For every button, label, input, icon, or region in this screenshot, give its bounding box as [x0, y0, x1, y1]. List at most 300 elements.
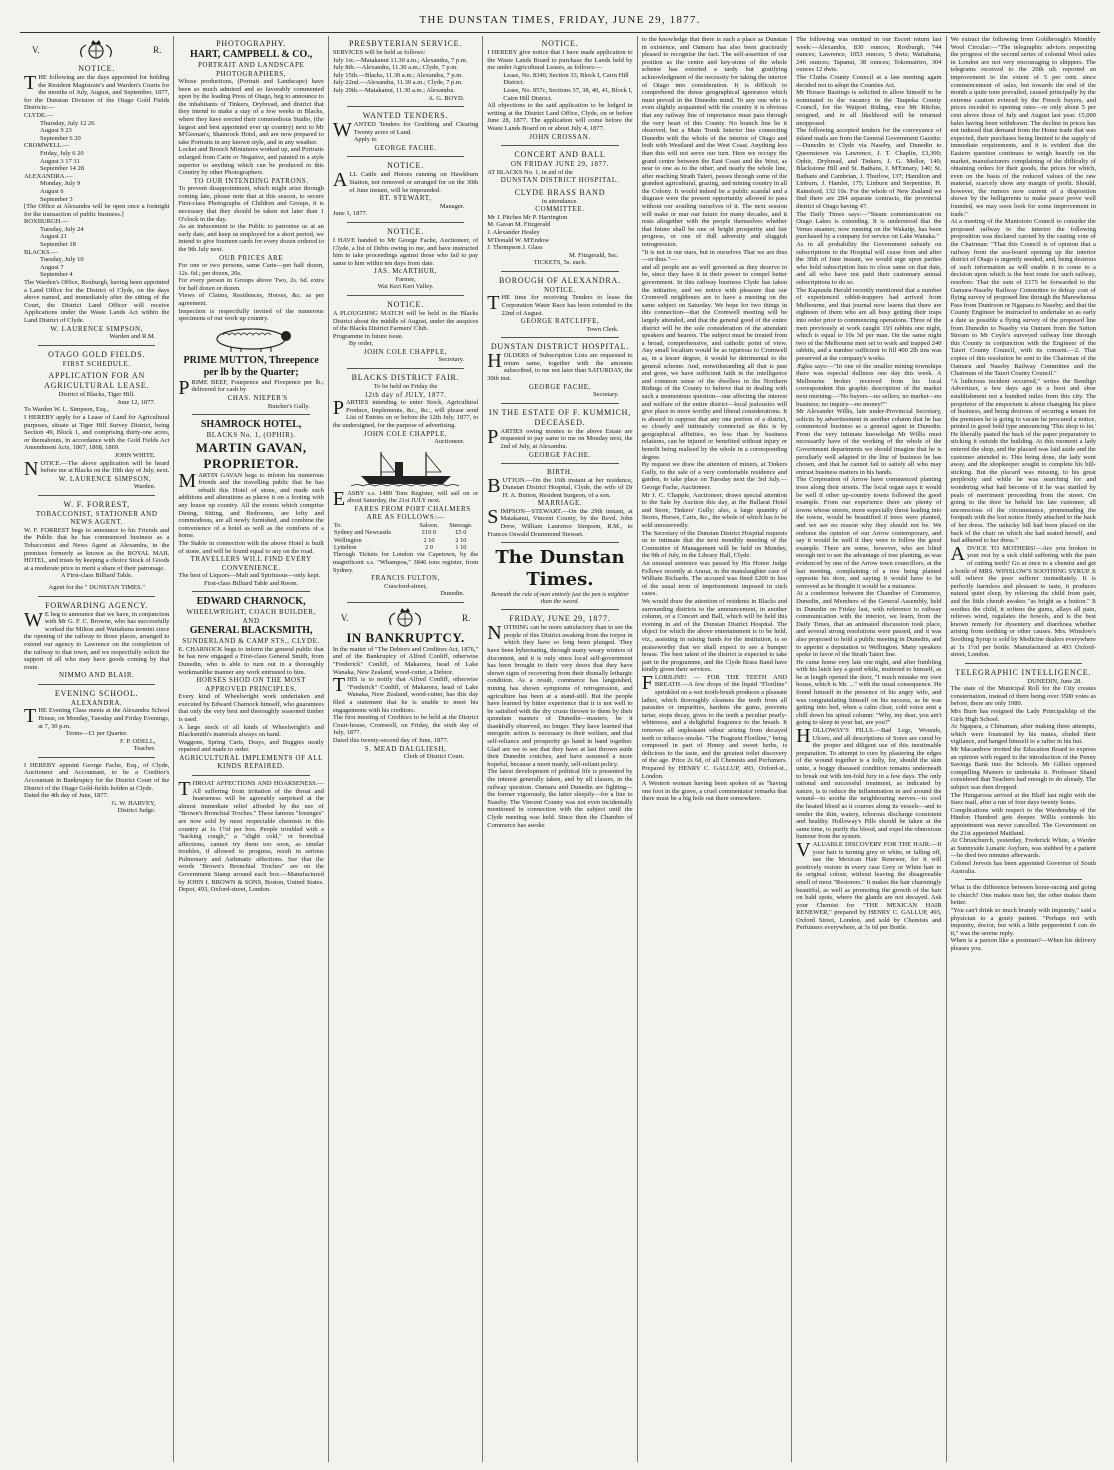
- fares-header-cell: Saloon.: [419, 521, 439, 529]
- paragraph: W. F. FORREST begs to announce to his Friends and the Public that he has commenced business as a Tobacconist and News Agent at Alexandra, in the premises formerly as known as the ROYAL MAIL HOTEL, and trusts by keeping a choice Stock of Goods at a moderate price to merit a share of their patronage.: [24, 526, 170, 572]
- paragraph: As an inducement to the Public to patronise us at an early date, and keep us employed for a short period, we intend to give fourteen cards for every dozen ordered to the 9th July next.: [178, 223, 324, 253]
- signature-line: A. G. BOYD.: [428, 94, 465, 102]
- section-heading: CLYDE BRASS BAND: [514, 187, 606, 197]
- rule-divider: [347, 156, 464, 157]
- drop-cap: E: [332, 487, 346, 510]
- display-heading: PRIME MUTTON, Threepence per lb by the Quarter;: [183, 354, 319, 378]
- rule-divider: [501, 463, 618, 464]
- paragraph: July 22nd.—Alexandra, 11.30 a.m.; Clyde, 7 p.m.: [332, 79, 463, 87]
- drop-cap: P: [487, 425, 499, 448]
- section-heading: NOTICE.: [387, 226, 425, 236]
- signature-line: June 12, 1877.: [117, 398, 156, 406]
- text-line: Dated the 4th day of June, 1877.: [24, 792, 109, 800]
- masthead: [20, 8, 1100, 33]
- large-heading: IN BANKRUPTCY.: [346, 629, 465, 645]
- column-7: [947, 36, 1100, 1462]
- column-1: [20, 36, 174, 1462]
- indented-line: August 6: [40, 187, 64, 195]
- paragraph: In the matter of "The Debtors and Creditors Act, 1876," and of the Bankruptcy of Alfred Conliff, otherwise "Frederick" Conliff, of Makarora, head of Lake Wanaka, New Zealand, wood-cutter, a Debtor.: [332, 645, 479, 676]
- masthead-title: THE DUNSTAN TIMES, FRIDAY, JUNE 29, 1877.: [419, 14, 701, 26]
- table-row: [333, 529, 478, 536]
- steamship-cut-icon: [351, 448, 461, 488]
- crest-header: [32, 39, 161, 61]
- rule-divider: [501, 542, 618, 543]
- paragraph: Views of Claims, Residences, Horses, &c. as per agreement.: [178, 292, 324, 308]
- column-6: [792, 36, 946, 1462]
- section-heading: OTAGO GOLD FIELDS.: [48, 349, 146, 359]
- paragraph: THE following are the days appointed for holding the Resident Magistrate's and Warden's Courts for the months of July, August, and September, 1877, for the Dunstan Division of the Otago Gold Fields Districts:—: [24, 72, 170, 112]
- rule-divider: [501, 403, 618, 404]
- text-line: M. Gavan M. Fitzgerald: [487, 221, 551, 229]
- paragraph: FLORILINE! — FOR THE TEETH AND BREATH.—A few drops of the liquid "Floriline" sprinkled on a wet tooth-brush produces a pleasant lather, which thoroughly cleanses the teeth from all parasites or impurities, hardens the gums, prevents tartar, stops decay, gives to the teeth a peculiar pearly-whiteness, and a delightful fragrance to the breath. It removes all unpleasant odour arising from decayed teeth or tobacco smoke. "The Fragrant Floriline," being composed in part of Honey and sweet herbs, is delicious to the taste, and the greatest toilet discovery of the age. Price 2s 6d, of all Chemists and Perfumers. Prepared by HENRY C. GALLUP, 493, Oxford-st., London.: [641, 671, 788, 780]
- paragraph: PARTIES owing monies to the above Estate are requested to pay same to me on Monday next, the 2nd of July, at Alexandra.: [487, 425, 633, 450]
- crest-right-letter: R.: [153, 45, 162, 55]
- paragraph: A Western woman having been spoken of as "having one foot in the grave, a cruel commentator remarks that there must be a big hole out there somewhere.: [641, 780, 788, 803]
- section-heading: NOTICE.: [387, 299, 425, 309]
- paragraph: For one or two persons, same Carte—per half dozen, 12s. 6d.; per dozen, 20s.: [178, 262, 324, 277]
- paragraph: Inspection is respectfully invited of the numerous specimens of our work up country.: [178, 307, 324, 323]
- paragraph: HOLLOWAY'S PILLS.—Bad Legs, Wounds, Ulcers, and all descriptions of Sores are cured by the proper and diligent use of this inestimable preparation. To attempt to cure by plastering the edges of the wound together is a folly, for, should the skin unite, a boggy diseased condition remains underneath to break out with ten-fold fury in a few days. The only rational and successful treatment, as indicated by nature, is to reduce the inflammation in and around the wound—to soothe the neighbouring nerves—to cool the heated blood as it courses along its vessels—and to render the thin, watery, ichorous discharge consistent and healthy. Holloway's Pills should be taken at the same time, to purify the blood, and expel the obnoxious humour from the system.: [796, 725, 942, 841]
- small-caps-line: W. LAURENCE SIMPSON,: [50, 324, 144, 333]
- paragraph: A large stock of all kinds of Wheelwright's and Blacksmith's materials always on hand.: [178, 723, 324, 739]
- newspaper-nameplate: [487, 547, 632, 605]
- paragraph: We would draw the attention of residents in Blacks and surrounding districts to the announcement, in another column, of a Concert and Ball, which will be held this evening in aid of the Dunstan District Hospital. The object for which the above entertainment is to be held, viz., assisting in raising funds for the institution, is so praiseworthy that we shall expect to see a bumper house. The best talent of the district is expected to take part in the programme, and the Clyde Brass Band have kindly given their services.: [641, 597, 788, 674]
- paragraph: SIMPSON—STEWART.—On the 29th instant, at Matakanui, Vincent County, by the Revd. John Drew, William Laurence Simpson, R.M., to Frances Oswald Drummond Stewart.: [487, 505, 633, 538]
- rule-divider: [501, 609, 618, 610]
- paragraph: to the knowledge that there is such a place as Dunstan in existence, and Oamaru has also been graciously pleased to recognise the fact. The self-assertion of our position as the centre and key-stone of the whole scheme has extorted a tardy but gratifying acknowledgment of the necessity for taking the interior of Otago into consideration. It is difficult to comprehend the dense geographical ignorance which must prevail in the Dunedin mind. To any one who is even slightly acquainted with the country it is obvious that any railway line of importance must pass through the very heart of this County. No branch line be it observed, but a Main Trunk Interior line connecting Dunedin with the whole of the interior of Otago and both with Westland and the West Coast. Anything less than this will not serve our turn. Here we occupy the grand centre between the East Coast and the West, as near to one as to the other; and nearly the whole line, after reaching Strath Taieri, passes through some of the grandest agricultural, grazing, and mining country in all the Colony. It would indeed be a public scandal and a disgrace were the present opportunity allowed to pass without our availing ourselves of it. The next session will make or mar our future for many decades, and it rests altogether with the people themselves whether that future shall be one of bright prosperity and fair progress, or one of dull adversity and sluggish retrogression.: [641, 36, 788, 249]
- fares-cell: Wellington: [333, 536, 362, 544]
- signature-line: G. W. HARVEY,: [111, 799, 156, 807]
- small-caps-line: JOHN CROSSAN.: [529, 132, 591, 141]
- paragraph: At Christchurch, yesterday, Frederick White, a Warder at Sunnyside Lunatic Asylum, was stabbed by a patient—he died two minutes afterwards.: [950, 837, 1096, 860]
- drop-cap: B: [487, 474, 501, 497]
- paragraph: A PLOUGHING MATCH will be held in the Blacks District about the middle of August, under the auspices of the Blacks District Farmers' Club.: [332, 309, 479, 333]
- small-caps-line: S. MEAD DALGLIESH,: [364, 744, 447, 753]
- paragraph: An unusual sentence was passed by His Honor Judge Fellows recently at Ararat, in the manslaughter case of William Richards. The accused was fined £200 in lieu of the usual term of imprisonment imposed in such cases.: [641, 559, 788, 598]
- centered-line: Agent for the " DUNSTAN TIMES.": [48, 583, 145, 591]
- drop-cap: T: [487, 292, 500, 315]
- paragraph: NOTHING can be more satisfactory than to see the people of this District awaking from the torpor in which they have so long been plunged. They have been hybernating, through many weary winters of discontent, and it is only since local self-government has been brought to their very doors that they have shown signs of recovering from their dismally lethargic condition. As a result, commerce has languished, mining has shown symptoms of retrogression, and agriculture has been at a stand-still. But the people have learned by bitter experience that it is not well to be satisfied with the dry crusts thrown to them by their quondam masters of Dunedin—masters, be it thankfully observed, no longer. They have learned that energetic action is necessary to their welfare, and that self-reliance and prosperity go hand in hand together. Glad are we to see that they have at last thrown aside their Dunedin crutches, and have assumed a more hopeful, because a more manly, self-reliant policy.: [487, 622, 633, 768]
- small-caps-line: CHAS. NIEPER'S: [227, 394, 288, 402]
- fares-cell: £10 0: [421, 529, 437, 537]
- signature-line: Dunedin.: [440, 590, 465, 598]
- section-heading: WANTED TENDERS.: [362, 111, 449, 121]
- paragraph: THE time for receiving Tenders to lease the Corporation Water Race has been extended to the 22nd of August.: [487, 292, 633, 317]
- paragraph: THROAT AFFECTIONS AND HOARSENESS.—All suffering from irritation of the throat and hoarseness will be agreeably surprised at the almost immediate relief afforded by the use of "Brown's Bronchial Troches." These famous "lozenges" are now sold by most respectable chemists in this country at 1s 1½d per box. People troubled with a "hacking cough," a "slight cold," or bronchial affections, cannot try them too soon, as similar troubles, if allowed to progress, result in serious Pulmonary and Asthmatic affections. See that the words "Brown's Bronchial Troches" are on the Government Stamp around each box.—Manufactured by JOHN I. BROWN & SONS, Boston, United States. Depot, 493, Oxford-street, London.: [178, 777, 324, 894]
- fares-cell: Lyttelton: [333, 544, 357, 551]
- indented-line: Thursday, July 12 26: [40, 119, 95, 127]
- indented-line: August 3 17 31: [40, 157, 80, 165]
- small-caps-line: WHEELWRIGHT, COACH BUILDER, AND: [186, 608, 316, 625]
- rule-divider: [347, 295, 464, 296]
- paragraph: The Secretary of the Dunstan District Hospital requests us to intimate that the next monthly meeting of the Committee of Management will be held on Monday, the 9th of July, in the Library Hall, Clyde.: [641, 529, 788, 560]
- section-heading: BOROUGH OF ALEXANDRA.: [499, 275, 621, 285]
- rule-divider: [347, 602, 464, 603]
- rule-divider: [38, 495, 155, 496]
- drop-cap: V: [796, 838, 811, 861]
- small-caps-line: PORTRAIT AND LANDSCAPE PHOTOGRAPHERS,: [197, 61, 305, 78]
- paragraph: The Stable in connection with the above Hotel is built of stone, and will be found equal to any on the road.: [178, 539, 324, 555]
- small-caps-line: TO OUR INTENDING PATRONS.: [193, 176, 309, 185]
- rule-divider: [501, 145, 618, 146]
- section-heading: CONCERT AND BALL: [514, 150, 606, 160]
- indented-line: September 3: [40, 195, 73, 203]
- woodcut-illustration: [178, 325, 323, 353]
- paragraph: I HEREBY give notice that I have made application to the Waste Lands Board to purchase the Lands held by me under Agricultural Leases, as follows:—: [487, 49, 633, 72]
- rule-divider: [192, 591, 309, 592]
- small-caps-line: FARES FROM PORT CHALMERS ARE AS FOLLOWS:—: [354, 504, 471, 522]
- paragraph: At a meeting of the Maniototo Council to consider the proposed railway to the interior the following proposition was declared carried by the casting vote of the Chairman: "That this Council is of opinion that a railway from the sea-board opening up the interior district of Otago is urgently needed, and, being desirous of such information as will enable it to come to a decision upon which is the best route for such railway, resolves: That the sum of £175 be forwarded to the Oamaru-Naseby Railway Committee to defray cost of flying survey of proposed line through the Marewhenua Pass from Duntroon or Ngapara to Naseby; and that the County Engineer be instructed to undertake so as early a date as possible a flying survey of the proposed line from Dunedin to Naseby via Outram from the Sutton Stream to Mr Coyle's surveyed railway line through this County in conjunction with the Engineer of the Taieri County Council, with its consent.—2. That copies of this resolution be sent to the Chairman of the Oamaru and Naseby Railway Committee and the Chairman of the Taieri County Council.": [950, 218, 1096, 378]
- columns: [20, 36, 1100, 1462]
- section-heading: FRIDAY, JUNE 29, 1877.: [509, 614, 611, 624]
- small-caps-line: BLACKS No. 1, (OPHIR).: [206, 431, 296, 440]
- text-line: June 1, 1877.: [332, 210, 368, 218]
- paragraph: Colonel Jervois has been appointed Governor of South Australia.: [950, 859, 1096, 875]
- paragraph: The following accepted tenders for the conveyance of inland mails are from the General Government Gazette:—Dunedin to Clyde via Naseby, and Dunedin to Queenstown via Lawrence, J. T. Chaplin, £3,300; Ophir, Drybread, and Tinkers, J. G. Mellor, 140; Blackstone Hill and St. Bathans, J. M'Ennary, 140; St. Bathans and Cambrian, J. Thurlow, 137; Hamilton and Linburn, J. Hamlet, 175; Linburn and Serpentine, H. Rainsford, 132 10s. For the whole of New Zealand we find there are 284 separate contracts, the provincial district of Otago having 47.: [796, 127, 942, 211]
- drop-cap: N: [24, 457, 39, 480]
- indented-line: Lease, No. 8340, Section 33, Block I, Cairn Hill District.: [503, 71, 629, 87]
- fares-header-row: [333, 522, 478, 529]
- paragraph: Through Tickets for London via Capetown, by the magnificent s.s. "Whampoa," 3846 tons register, from Sydney.: [332, 551, 479, 574]
- rule-divider: [192, 414, 309, 415]
- paragraph: By request we draw the attention of miners, at Tinkers Gully, to the sale of a very comfortable residence and garden, to take place on Tuesday next the 3rd July.—George Fache, Auctioneer.: [641, 461, 788, 492]
- small-caps-line: GEORGE FACHE,: [528, 382, 592, 391]
- small-caps-line: JOHN COLE CHAPPLE,: [363, 429, 448, 438]
- rule-divider: [192, 775, 309, 776]
- drop-cap: N: [487, 622, 502, 645]
- paragraph: EASBY s.s. 1489 Tons Register, will sail on or about Saturday, the 21st JULY next.: [332, 487, 479, 510]
- column-3: [329, 36, 483, 1462]
- paragraph: AT BLACKS No. 1, in aid of the: [487, 168, 573, 176]
- small-caps-line: RT. STEWART,: [379, 194, 432, 203]
- sheep-cut-icon: [191, 325, 311, 353]
- paragraph: July 15th.—Blacks, 11.30 a.m.; Alexandra, 7 p.m.: [332, 71, 463, 79]
- small-caps-line: GEORGE RATCLIFFE,: [520, 317, 600, 326]
- paragraph: All objections to the said application to be lodged in writing at the District Land Office, Clyde, on or before June 28, 1877. The application will come before the Waste Lands Board on or about July 4, 1877.: [487, 102, 633, 132]
- fares-cell: 2 0: [425, 544, 433, 551]
- paragraph: July 8th.—Alexandra, 11.30 a.m.; Clyde, 7 p.m.: [332, 64, 458, 72]
- rule-divider: [38, 596, 155, 597]
- paragraph: W E beg to announce that we have, in conjunction with Mr G. F. C. Browne, who has successfully worked the Milton and Waitahuna termini since the opening of the railway to those places, arranged to extend our agency to Lawrence on the completion of the railway to that town, and we respectfully solicit the support of all who may have goods coming by that route.: [24, 608, 170, 671]
- rule-divider: [501, 337, 618, 338]
- drop-cap: H: [796, 725, 811, 748]
- fares-table: [333, 522, 478, 552]
- drop-cap: A: [950, 542, 965, 565]
- indented-line: Monday, July 9: [40, 180, 81, 188]
- paragraph: The Clutha County Council at a late meeting again decided not to adopt the Counties Act.: [796, 73, 942, 89]
- paragraph: "It is not in our stars, but in ourselves That we are thus—or thus."—: [641, 248, 788, 264]
- section-heading: TELEGRAPHIC INTELLIGENCE.: [955, 667, 1092, 677]
- paragraph: The best of Liquors—Malt and Spirituous—only kept.: [178, 572, 321, 580]
- section-heading: PRESBYTERIAN SERVICE.: [349, 39, 463, 48]
- indented-line: September 18: [40, 241, 76, 249]
- small-caps-line: DUNSTAN DISTRICT HOSPITAL.: [500, 176, 620, 185]
- paragraph: Every kind of Wheelwright work undertaken and executed by Edward Charnock himself, who guarantees that only the very best and thoroughly seasoned timber is used.: [178, 693, 324, 723]
- text-line: BLACKS.—: [24, 248, 58, 256]
- paragraph: [The Office at Alexandra will be open once a fortnight for the transaction of public business.]: [24, 203, 170, 218]
- column-4: [483, 36, 637, 1462]
- paragraph: THE Evening Class meets at the Alexandra School House, on Monday, Tuesday and Friday Evenings, at 7, 30 p.m.: [24, 705, 170, 730]
- paragraph: PARTIES intending to enter Stock, Agricultural Produce, Implements, &c., &c., will please send List of Entries on or before the 12th July, 1877, to the undersigned, for the purpose of advertising.: [332, 397, 479, 429]
- paragraph: Whose productions, (Portrait and Landscape) have been so much admired and so favorably commented upon by the leading Press of Otago, beg to announce to the inhabitants of Tinkers, Drybread, and district that they intend to make a stay of a few weeks in Blacks, where they have erected their commodious Studio, (the largest and best appointed ever up country) next to Mr M'Geenan's, Shamrock Hotel, and are now prepared to take Portraits in any known style, and in any weather.: [178, 78, 324, 146]
- centered-line: A First-class Billiard Table.: [60, 572, 133, 580]
- signature-line: Auctioneer.: [434, 438, 465, 445]
- paragraph: Ægles says:—"In one of the smaller mining townships there was especial dullness one day this week. A Melbourne broker received from his local correspondent this graphic description of the market next morning:—'No buyers—no sellers; no market—no business; no inquiry—no money!'": [796, 362, 942, 408]
- small-caps-line: TOBACCONIST, STATIONER AND NEWS AGENT.: [35, 509, 158, 527]
- paragraph: WANTED Tenders for Grubbing and Clearing Twenty acres of Land.: [332, 119, 479, 142]
- section-heading: APPLICATION FOR AN AGRICULTURAL LEASE.: [44, 371, 150, 391]
- paragraph: PRIME BEEF, Fourpence and Fivepence per lb.; delivered for cash by: [178, 376, 324, 399]
- paragraph: The Corporation of Arrow have commenced planting trees along their streets. The local organ says it would be well if other up-country towns followed the good example. From our experience there are plenty of towns whose streets, more especially those leading into the towns, would be beautified if trees were planted, and we see no reason why they should not be. We endorse the opinion of our Arrow contemporary, and say it would be well if they were to follow the good example. There are some, however, who are blind enough not to see the advantage of tree planting, as was evidenced by one of the Arrow town councillors, at the last meeting, complaining of a tree being planted opposite his door, and saying it would have to be removed as he thought it would be a nuisance.: [796, 476, 942, 590]
- section-heading: EVENING SCHOOL.: [54, 688, 139, 698]
- rule-divider: [965, 663, 1082, 664]
- paragraph: and all people are as well governed as they deserve to be, since they have it in their power to compel better government. In this railway business Clyde has taken the initiative, and we notice with pleasure that our Cromwell neighbours are to have a meeting on the same subject on Saturday. We hope for two things in this connection—that the Cromwell meeting will be largely attended, and that the general good of the entire district will be the sole consideration of the attendant speakers and hearers. The subject must be treated from a broad, comprehensive, and catholic point of view. Any small localism would be as injurious to Cromwell as, in a lesser degree, it would be detrimental to the general scheme. And, notwithstanding all that is past and gone, we have sufficient faith in the intelligence and common sense of the dwellers in the Northern Ridings of the County to believe that in dealing with such a momentous question—one affecting the interest and welfare of the entire district—local jealousies will give place to more worthy and liberal considerations. It is absurd to suppose that any one portion of a district, so closely and intimately connected as this is by geographical affinities, no less than by business relations, can be injured or benefited without injury or benefit being realised by the whole in a corresponding degree.: [641, 263, 788, 461]
- paragraph: BUTTON.—On the 16th instant at her residence, Dunstan District Hospital, Clyde, the wife of Dr H. A. Button, Resident Surgeon, of a son.: [487, 474, 633, 499]
- signature-line: DUNEDIN, June 28.: [1027, 677, 1082, 685]
- small-caps-line: NOTICE.: [544, 285, 576, 294]
- small-caps-line: OUR PRICES ARE: [219, 253, 284, 262]
- crest-left-letter: V.: [340, 612, 349, 623]
- small-caps-line: NIMMO AND BLAIR.: [58, 671, 135, 680]
- centered-line: First-class Billiard Table and Room.: [204, 579, 299, 587]
- text-line: J. Thompson J. Glass: [487, 244, 543, 252]
- section-heading: DUNSTAN DISTRICT HOSPITAL.: [490, 342, 630, 352]
- paragraph: I HAVE handed to Mr George Fache, Auctioneer, of Clyde, a list of Debts owing to me, and have instructed him to take proceedings against those who fail to pay same to him within ten days from date.: [332, 236, 479, 267]
- section-heading: NOTICE.: [387, 161, 425, 171]
- signature-line: Clerk of District Court.: [403, 753, 465, 761]
- paragraph: MARTIN GAVAN begs to inform his numerous friends and the travelling public that he has rebuilt this Hotel of stone, and made such additions and alterations as places it on a footing with any house up country. All the rooms which comprise Dining, Sitting, and Bedrooms, are lofty and commodious, are all newly furnished, and combine the convenience of a hotel as well as the comforts of a home.: [178, 469, 324, 540]
- royal-coat-of-arms-icon: [74, 39, 118, 61]
- signature-line: Warden and R.M.: [109, 333, 156, 341]
- section-heading: FORWARDING AGENCY.: [45, 600, 149, 610]
- centered-line: Terms—£1 per Quarter.: [65, 730, 128, 738]
- text-line: ROXBURGH.—: [24, 218, 69, 226]
- text-line: CROMWELL.—: [24, 142, 70, 150]
- signature-line: Secretary.: [438, 356, 465, 364]
- drop-cap: W: [24, 608, 43, 631]
- indented-line: By order,: [348, 340, 374, 348]
- signature-line: District Judge.: [117, 807, 156, 815]
- paragraph: Mr Horace Bastings is solicited to allow himself to be nominated to the vacancy in the Taupeka County Council, for the Waipori Riding, vice Mr Ritchie, resigned, and in all likelihood will be returned unopposed.: [796, 89, 942, 127]
- small-caps-line: COMMITTEE.: [535, 205, 585, 214]
- crest-left-letter: V.: [32, 45, 40, 55]
- paragraph: We extract the following from Goldbrough's Monthly Wool Circular:—"The telegraphic advices respecting the progress of the second series of colonial Wool sales in London are not very encouraging to shippers. The telegrams received to the 20th ult. reported an improvement to the extent of 5 per cent. since commencement of sales, but towards the end of the month a quite tone prevailed, caused principally by the extreme caution evinced by the French buyers, and prices receded to opening rates—or only about 5 per cent above those of July and August last year. 15,000 bales having been withdrawn. The decline in prices has not induced that demand from the Home trade that was expected, their purchases being limited to the supply of immediate requirements, and it is evident that the Eastern question continues to weigh heavily on the market, manufacturers complaining of the difficulty of obtaining orders for their goods, the prices for which, even on the basis of the reduced values of the raw material, scarcely show any margin of profit. Should, however, the rumors now current of a disposition shown by the belligerents to make peace prove well founded, we may soon look for some improvement in trade.": [950, 36, 1096, 218]
- indented-line: September 14 28: [40, 165, 85, 173]
- paragraph: When is a parson like a postman?—When his delivery pleases you.: [950, 937, 1096, 952]
- paragraph: As in all probability the Government subsidy on subscriptions to the Hospital will cease from and after the 30th of June instant, we would urge upon parties who hold subscription lists to close same on that date, and all who have not paid their customary annual subscriptions to do so.: [796, 241, 942, 286]
- drop-cap: P: [332, 397, 344, 420]
- paragraph: Mr Alexander Willis, late under-Provincial Secretary, solicits by advertisement in another column that he has commenced business as a general agent in Dunedin. From the very intimate knowledge Mr Willis must necessarily have of the working of the whole of the Government departments we should imagine that he is peculiarly well adapted to the line of business he has chosen, and that he cannot fail to satisfy all who may entrust business matters in his hands.: [796, 408, 942, 476]
- small-caps-line: FIRST SCHEDULE.: [62, 359, 131, 368]
- small-caps-line: ALEXANDRA.: [71, 698, 123, 707]
- indented-line: September 4: [40, 271, 73, 279]
- drop-cap: T: [332, 674, 346, 697]
- table-row: [333, 537, 478, 544]
- section-heading: NOTICE.: [78, 64, 116, 73]
- section-heading: PHOTOGRAPHY.: [216, 39, 287, 48]
- paragraph: THIS is to notify that Alfred Conliff, otherwise "Frederick" Conliff, of Makarora, head of Lake Wanaka, New Zealand, wood-cutter, has this day filed a statement that he is unable to meet his engagements with his creditors.: [332, 674, 479, 714]
- fares-header-cell: Steerage.: [449, 521, 473, 529]
- signature-line: Teacher.: [133, 745, 156, 753]
- signature-line: Town Clerk.: [586, 325, 619, 333]
- paragraph: He came home very late one night, and after fumbling with his latch key a good while, muttered to himself, as he at length opened the door, "I much mistake my own house, which is Mr. ..." with the usual consequence. He found himself in the presence of his angry wife, and was congratulating himself on his success, as he was getting into bed, when a calm clear, cold voice sent a chill down his spinal column: "Why, my dear, you ain't going to sleep in your hat, are you?": [796, 658, 942, 727]
- small-caps-line: JAS. McARTHUR,: [374, 267, 438, 276]
- paragraph: Complications with respect to the Wardenship of the Hindon Hundred gets deeper. Willis contends his appointment was never cancelled. The Government on the 21st appointed Maitland.: [950, 806, 1096, 837]
- nameplate-motto: Beneath the rule of men entirely just the pen is mightier than the sword.: [491, 591, 629, 606]
- signature-line: Manager.: [439, 202, 465, 210]
- indented-line: Friday, July 6 20: [40, 149, 84, 157]
- small-caps-line: SUNDERLAND & CAMP STS., CLYDE.: [182, 637, 320, 646]
- rule-divider: [347, 368, 464, 369]
- paragraph: SERVICES will be held as follows:: [332, 49, 426, 56]
- centered-line: Farmer,: [395, 275, 416, 283]
- paragraph: At a conference between the Chamber of Commerce, Dunedin, and Members of the General Assembly, held in Dunedin on Friday last, with reference to railway communication with the interior, we learn, from the Daily Times, that an animated discussion took place, and several strong resolutions were passed, and it was also proposed to hold a public meeting in Dunedin, and to appoint a deputation to Wellington. Many speakers spoke in favor of the Strath Taieri line.: [796, 590, 942, 659]
- paragraph: Waggons, Spring Carts, Drays, and Buggies neatly repaired and made to order.: [178, 738, 324, 754]
- paragraph: The Daily Times says:—"Steam communication on Otago Lakes is extending. It is understood that the Venus steamer, now running on the Wakatip, has been purchased by a company for service on Lake Wanaka.": [796, 210, 942, 241]
- paragraph: E. CHARNOCK begs to inform the general public that he has now engaged a First-class General Smith, from Dunedin, who is able to turn out in a thoroughly workmanlike manner any work entrusted to him.: [178, 645, 324, 676]
- drop-cap: P: [178, 376, 190, 399]
- large-heading: MARTIN GAVAN, PROPRIETOR.: [195, 439, 307, 471]
- small-caps-line: W. LAURENCE SIMPSON,: [58, 474, 152, 483]
- section-heading: NOTICE.: [541, 39, 579, 48]
- small-caps-line: AGRICULTURAL IMPLEMENTS OF ALL KINDS REPAIRED.: [179, 753, 323, 771]
- paragraph: Programme in future issue.: [332, 332, 404, 340]
- paragraph: I HEREBY appoint George Fache, Esq., of Clyde, Auctioneer and Accountant, to be a Creditor's Accountant in Bankruptcy for the District Court of the District of the Otago Gold-fields holden at Clyde.: [24, 761, 170, 792]
- fares-header-cell: To.: [333, 521, 342, 529]
- paragraph: Mrs Burn has resigned the Lady Principalship of the Girls High School.: [950, 708, 1096, 723]
- text-line: Mr J. Pitches Mr P. Harrington: [487, 213, 568, 221]
- paragraph: HOLDERS of Subscription Lists are requested to return same, together with the amounts subscribed, to me not later than SATURDAY, the 30th inst.: [487, 350, 633, 383]
- indented-line: Tuesday, July 24: [40, 225, 84, 233]
- display-heading: SHAMROCK HOTEL,: [200, 419, 302, 431]
- centered-line: in attendance.: [541, 197, 579, 205]
- centered-line: Crawford-street,: [384, 582, 427, 590]
- section-heading: IN THE ESTATE OF F. KUMMICH, DECEASED.: [488, 407, 632, 427]
- paragraph: The latest development of political life is presented by the interest generally taken, and by all classes, in the railway question. Oamaru and Dunedin are fighting—the former vigorously, the latter sleepily—for a line to Naseby. The Vincent County was not even incidentally mentioned in connection with the subject until the Clyde meeting was held. Since then the Chamber of Commerce has awoke: [487, 768, 633, 829]
- column-5: [638, 36, 792, 1462]
- paragraph: The Warden's Office, Roxburgh, having been appointed a Land Office for the District of Clyde, on the days above named, and immediately after the sitting of the Court, the District Land Officer will receive Applications under the Waste Lands Act within the Land District of Clyde.: [24, 279, 170, 324]
- drop-cap: T: [178, 777, 191, 800]
- column-2: [174, 36, 328, 1462]
- indented-line: September 6 20: [40, 134, 81, 142]
- signature-line: JOHN WHITE.: [114, 451, 156, 459]
- indented-line: Apply to: [353, 136, 377, 144]
- drop-cap: W: [332, 119, 352, 142]
- signature-line: Warden.: [133, 483, 156, 491]
- text-line: ALEXANDRA.—: [24, 172, 73, 180]
- fares-cell: 2 10: [455, 536, 467, 544]
- indented-line: August 7: [40, 263, 64, 271]
- paragraph: Dated this twenty-second day of June, 1877.: [332, 737, 449, 744]
- paragraph: To prevent disappointment, which might arise through coming late, please note that at this season, to secure First-class Photographs of Children and Groups, it is necessary that they should be taken not later than 1 O'clock in the day.: [178, 185, 324, 223]
- fares-cell: Sydney and Newcastle: [333, 529, 392, 537]
- drop-cap: S: [487, 505, 499, 528]
- centered-line: To be held on Friday the: [373, 383, 438, 391]
- royal-coat-of-arms-icon: [383, 607, 427, 629]
- signature-line: Butcher's Gully.: [267, 402, 310, 410]
- paragraph: At Ngapara, a Chinaman, after making three attempts, which were frustrated by his mates, eluded their vigilance, and hanged himself to a rafter in his hut.: [950, 723, 1096, 746]
- paragraph: July 1st.—Matakanui 11.30 a.m.; Alexandra, 7 p.m.: [332, 56, 468, 64]
- paragraph: VALUABLE DISCOVERY FOR THE HAIR.—If your hair is turning grey or white, or falling off, use the Mexican Hair Renewer, for it will positively restore in every case Grey or White hair to its original colour, without leaving the disagreeable smell of most "Restorers." It makes the hair charmingly beautiful, as well as promoting the growth of the hair on bald spots, where the glands are not decayed. Ask your Chemist for "THE MEXICAN HAIR RENEWER," prepared by HENRY C. GALLUP, 493, Oxford Street, London, and sold by Chemists and Perfumers everywhere, at 3s 6d per Bottle.: [796, 838, 942, 932]
- small-caps-line: BIRTH.: [547, 468, 573, 476]
- small-caps-line: TRAVELLERS WILL FIND EVERY CONVENIENCE.: [190, 555, 312, 572]
- rule-divider: [347, 222, 464, 223]
- table-row: [333, 544, 478, 551]
- display-heading: GENERAL BLACKSMITH,: [189, 625, 313, 637]
- drop-cap: F: [641, 671, 653, 694]
- rule-divider: [347, 106, 464, 107]
- text-line: CLYDE.—: [24, 111, 54, 119]
- paragraph: The state of the Municipal Roll for the City creates consternation, instead of there being over 3500 votes as before, there are only 1980.: [950, 685, 1096, 708]
- paragraph: Mr J. C. Chapple, Auctioneer, draws special attention to the Sale by Auction this day, at the Ballarat Hotel and Store, Tinkers' Gully; also, a large quantity of Stores, Horses, Carts, &c., the whole of which has to be sold unreservedly.: [641, 491, 788, 529]
- drop-cap: A: [332, 169, 348, 192]
- woodcut-illustration: [333, 448, 478, 488]
- text-line: M'Donald W. M'Endow: [487, 236, 550, 244]
- rule-divider: [501, 271, 618, 272]
- section-heading: W. F. FORREST,: [63, 499, 130, 509]
- fares-cell: 1 10: [455, 544, 467, 551]
- paragraph: ALL Cattle and Horses running on Hawkburn Station, not removed or arranged for on the 30th of June instant, will be impounded.: [332, 169, 479, 194]
- rule-divider: [38, 345, 155, 346]
- small-caps-line: ON FRIDAY JUNE 29, 1877.: [510, 160, 610, 169]
- small-caps-line: GEORGE FACHE.: [374, 143, 437, 152]
- rule-divider: [38, 757, 155, 758]
- paragraph: Locket and Brooch Miniatures worked up, and Portraits enlarged from Carte or Negative, and painted in a style superior to anything which can be produced in this Country by other Photographers.: [178, 146, 324, 177]
- small-caps-line: 12th day of JULY, 1877.: [364, 390, 447, 399]
- crest-header: [341, 607, 470, 629]
- drop-cap: H: [487, 350, 502, 373]
- crest-right-letter: R.: [462, 612, 471, 623]
- centered-line: TICKETS, 5s. each.: [533, 259, 587, 267]
- nameplate-title: The Dunstan Times.: [495, 547, 625, 591]
- small-caps-line: HORSES SHOD ON THE MOST APPROVED PRINCIPLES.: [196, 676, 306, 693]
- fares-cell: 2 10: [423, 536, 435, 544]
- paragraph: I HEREBY apply for a Lease of Land for Agricultural purposes, situate at Tiger Hill Survey District, being Section 49, Block 1, and comprising thirty-one acres, or thereabouts, in accordance with the Gold Fields Act Amendment Acts, 1867, 1868, 1869.: [24, 413, 170, 452]
- small-caps-line: MARRIAGE.: [537, 499, 583, 508]
- paragraph: NOTICE.—The above application will be heard before me at Blacks on the 10th day of July, next.: [24, 457, 170, 480]
- text-line: J. Alexander Healey: [487, 228, 540, 236]
- paragraph: The Hungarooa arrived at the Bluff last night with the Suez mail, after a run of four days twenty hours.: [950, 791, 1096, 807]
- paragraph: The first meeting of Creditors to be held at the District Court-house, Cromwell, on Friday, the sixth day of July, 1877.: [332, 714, 479, 737]
- paragraph: ADVICE TO MOTHERS!—Are you broken in your rest by a sick child suffering with the pain of cutting teeth? Go at once to a chemist and get a bottle of MRS. WINSLOW'S SOOTHING SYRUP. It will relieve the poor sufferer immediately. It is perfectly harmless and pleasant to taste, it produces natural quiet sleep, by relieving the child from pain, and the little cherub awakes "as bright as a button." It soothes the child, it softens the gums, allays all pain, relieves wind, regulates the bowels, and is the best known remedy for dysentery and diarrhoea whether arising from teething or other causes. Mrs. Winslow's Soothing Syrup is sold by Medicine dealers everywhere at 1s 1½d per bottle. Manufactured at 493 Oxford-street, London.: [950, 542, 1096, 659]
- paragraph: The following was omitted in our Escort return last week:—Alexandra, 830 ounces; Roxburgh, 744 ounces; Lawrence, 1053 ounces, 5 dwts; Waitahuna, 246 ounces; Tapanui, 38 ounces; Tokomairiro, 304 ounces 12 dwts.: [796, 36, 942, 74]
- signature-line: F. P. ODELL,: [120, 737, 156, 745]
- fares-cell: £5 0: [455, 529, 467, 537]
- indented-line: August 21: [40, 233, 67, 241]
- display-heading: EDWARD CHARNOCK,: [196, 596, 306, 608]
- signature-line: Secretary.: [592, 391, 619, 399]
- text-line: To Warden W. L. Simpson, Esq.,: [24, 406, 109, 414]
- drop-cap: T: [24, 72, 37, 94]
- paragraph: The Kapunda Herald recently mentioned that a number of experienced rabbit-trappers had arrived from Melbourne, and that journal now learns that there are eighteen of them who are all busy getting their traps into order prior to commencing operations. Three of the men previously at work caught 193 rabbits one night, which is equal to 10s 3d per man. On the same night two of the Melbourne men set to work and trapped 240 rabbits, and a number sufficient to fill 400 2lb tins was preserved at the company's works.: [796, 286, 942, 362]
- small-caps-line: FRANCIS FULTON,: [371, 574, 441, 583]
- small-caps-line: JOHN COLE CHAPPLE,: [363, 347, 448, 356]
- paragraph: July 29th.—Matakanui, 11.30 a.m.; Alexandra.: [332, 86, 455, 94]
- paragraph: What is the difference between horse-racing and going to church? One makes men bet, the other makes them better.: [950, 884, 1096, 907]
- drop-cap: T: [24, 705, 37, 728]
- rule-divider: [965, 879, 1082, 880]
- paragraph: "A ludicrous incident occurred," writes the Bendigo Advertiser, a few days ago in a boot and shoe establishment not a hundred miles from this city. The proprietor of the emporium is about changing his place of business, and being desirous of securing a tenant for the premises he is going to vacate he procured a notice, printed in good bold type announcing 'This shop to let.' He liberally pasted the back of the paper preparatory to sticking it outside the building. At this moment a lady entered the shop, and the placard was laid aside and the customer attended to. This being done, the lady went away, and the shopkeeper sought to complete his bill-sticking. But the placard was missing, to his great perplexity and while he was searching for and wondering what had become of it he was startled by peals of merriment proceeding from the street. On going to the door he beheld his late customer, all unconscious of the circumstance, promenading the footpath with the lost notice firmly attached to the back of her dress. The unlucky bill had been placed on the back of the chair on which she had seated herself, and had adhered to her dress.": [950, 377, 1096, 545]
- indented-line: Tuesday, July 10: [40, 256, 84, 264]
- drop-cap: M: [178, 469, 197, 492]
- paragraph: "You can't drink so much brandy with impunity," said a physician to a gouty patient. "Perhaps not with impunity, doctor, but with a little peppermint I can do it," was the serene reply.: [950, 906, 1096, 937]
- paragraph: Mr Macandrew invited the Education Board to express an opinion with regard to the introduction of the Penny Savings Bank into the Schools. Mr Gillies opposed compelling Masters to undertake it. Professor Shand considered that Teachers had enough to do already. The subject was then dropped.: [950, 746, 1096, 791]
- signature-line: M. Fitzgerald, Sec.: [569, 251, 619, 259]
- paragraph: For every person in Groups above Two, 2s. 6d. extra for half dozen or dozen.: [178, 277, 324, 292]
- section-heading: BLACKS DISTRICT FAIR.: [351, 373, 460, 383]
- rule-divider: [38, 684, 155, 685]
- display-heading: HART, CAMPBELL & CO.,: [190, 49, 313, 60]
